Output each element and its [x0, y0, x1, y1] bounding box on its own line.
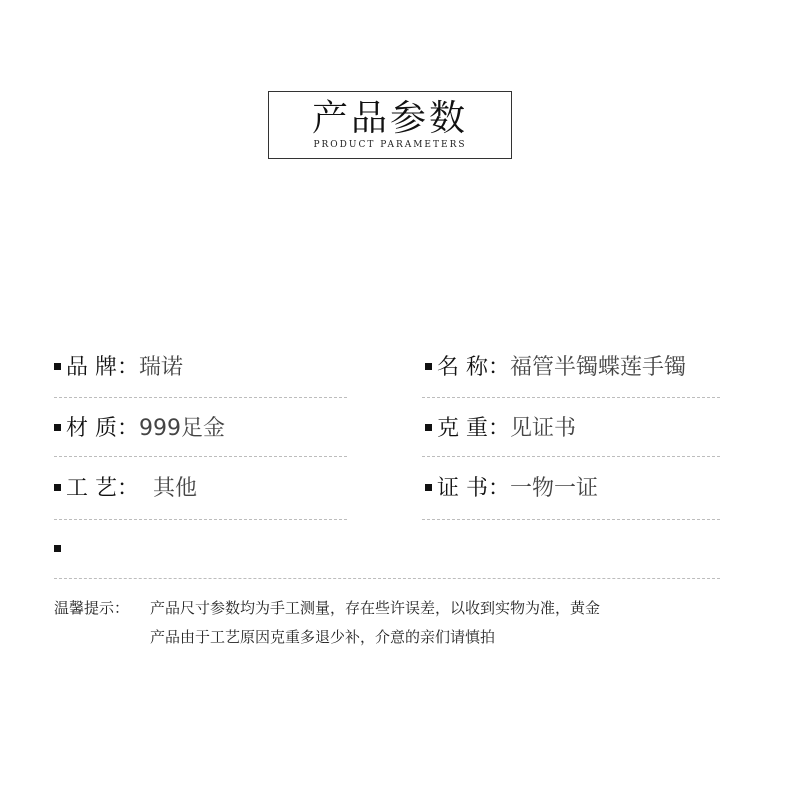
param-name-label: 名 称：	[437, 355, 510, 380]
param-name	[425, 353, 686, 383]
param-material-label: 材 质：	[66, 416, 139, 441]
param-certificate-value: 一物一证	[510, 476, 599, 501]
divider	[54, 456, 347, 457]
section-title-box	[268, 91, 512, 159]
param-certificate	[425, 474, 598, 504]
param-brand-value: 瑞诺	[139, 355, 184, 380]
param-craft-label: 工 艺：	[66, 476, 139, 501]
param-material-value: 999足金	[139, 416, 225, 441]
notice-label: 温馨提示：	[54, 599, 130, 617]
bullet-icon	[425, 363, 432, 370]
param-craft	[54, 474, 197, 504]
param-brand-label: 品 牌：	[66, 355, 139, 380]
bullet-icon	[54, 363, 61, 370]
param-empty	[54, 535, 66, 565]
notice-line-2: 产品由于工艺原因克重多退少补，介意的亲们请慎拍	[150, 628, 496, 646]
divider	[54, 578, 720, 579]
param-weight	[425, 414, 576, 444]
param-weight-label: 克 重：	[437, 416, 510, 441]
param-weight-value: 见证书	[510, 416, 577, 441]
bullet-icon	[425, 424, 432, 431]
divider	[422, 397, 720, 398]
param-brand	[54, 353, 183, 383]
section-title: 产品参数	[311, 98, 468, 139]
bullet-icon	[54, 484, 61, 491]
divider	[54, 519, 347, 520]
bullet-icon	[54, 424, 61, 431]
param-name-value: 福管半镯蝶莲手镯	[510, 355, 687, 380]
divider	[422, 456, 720, 457]
section-subtitle: PRODUCT PARAMETERS	[313, 140, 467, 150]
divider	[422, 519, 720, 520]
param-material	[54, 414, 225, 444]
bullet-icon	[425, 484, 432, 491]
bullet-icon	[54, 545, 61, 552]
divider	[54, 397, 347, 398]
param-craft-value: 其他	[139, 476, 197, 501]
param-certificate-label: 证 书：	[437, 476, 510, 501]
notice-line-1: 产品尺寸参数均为手工测量，存在些许误差，以收到实物为准，黄金	[150, 599, 601, 617]
